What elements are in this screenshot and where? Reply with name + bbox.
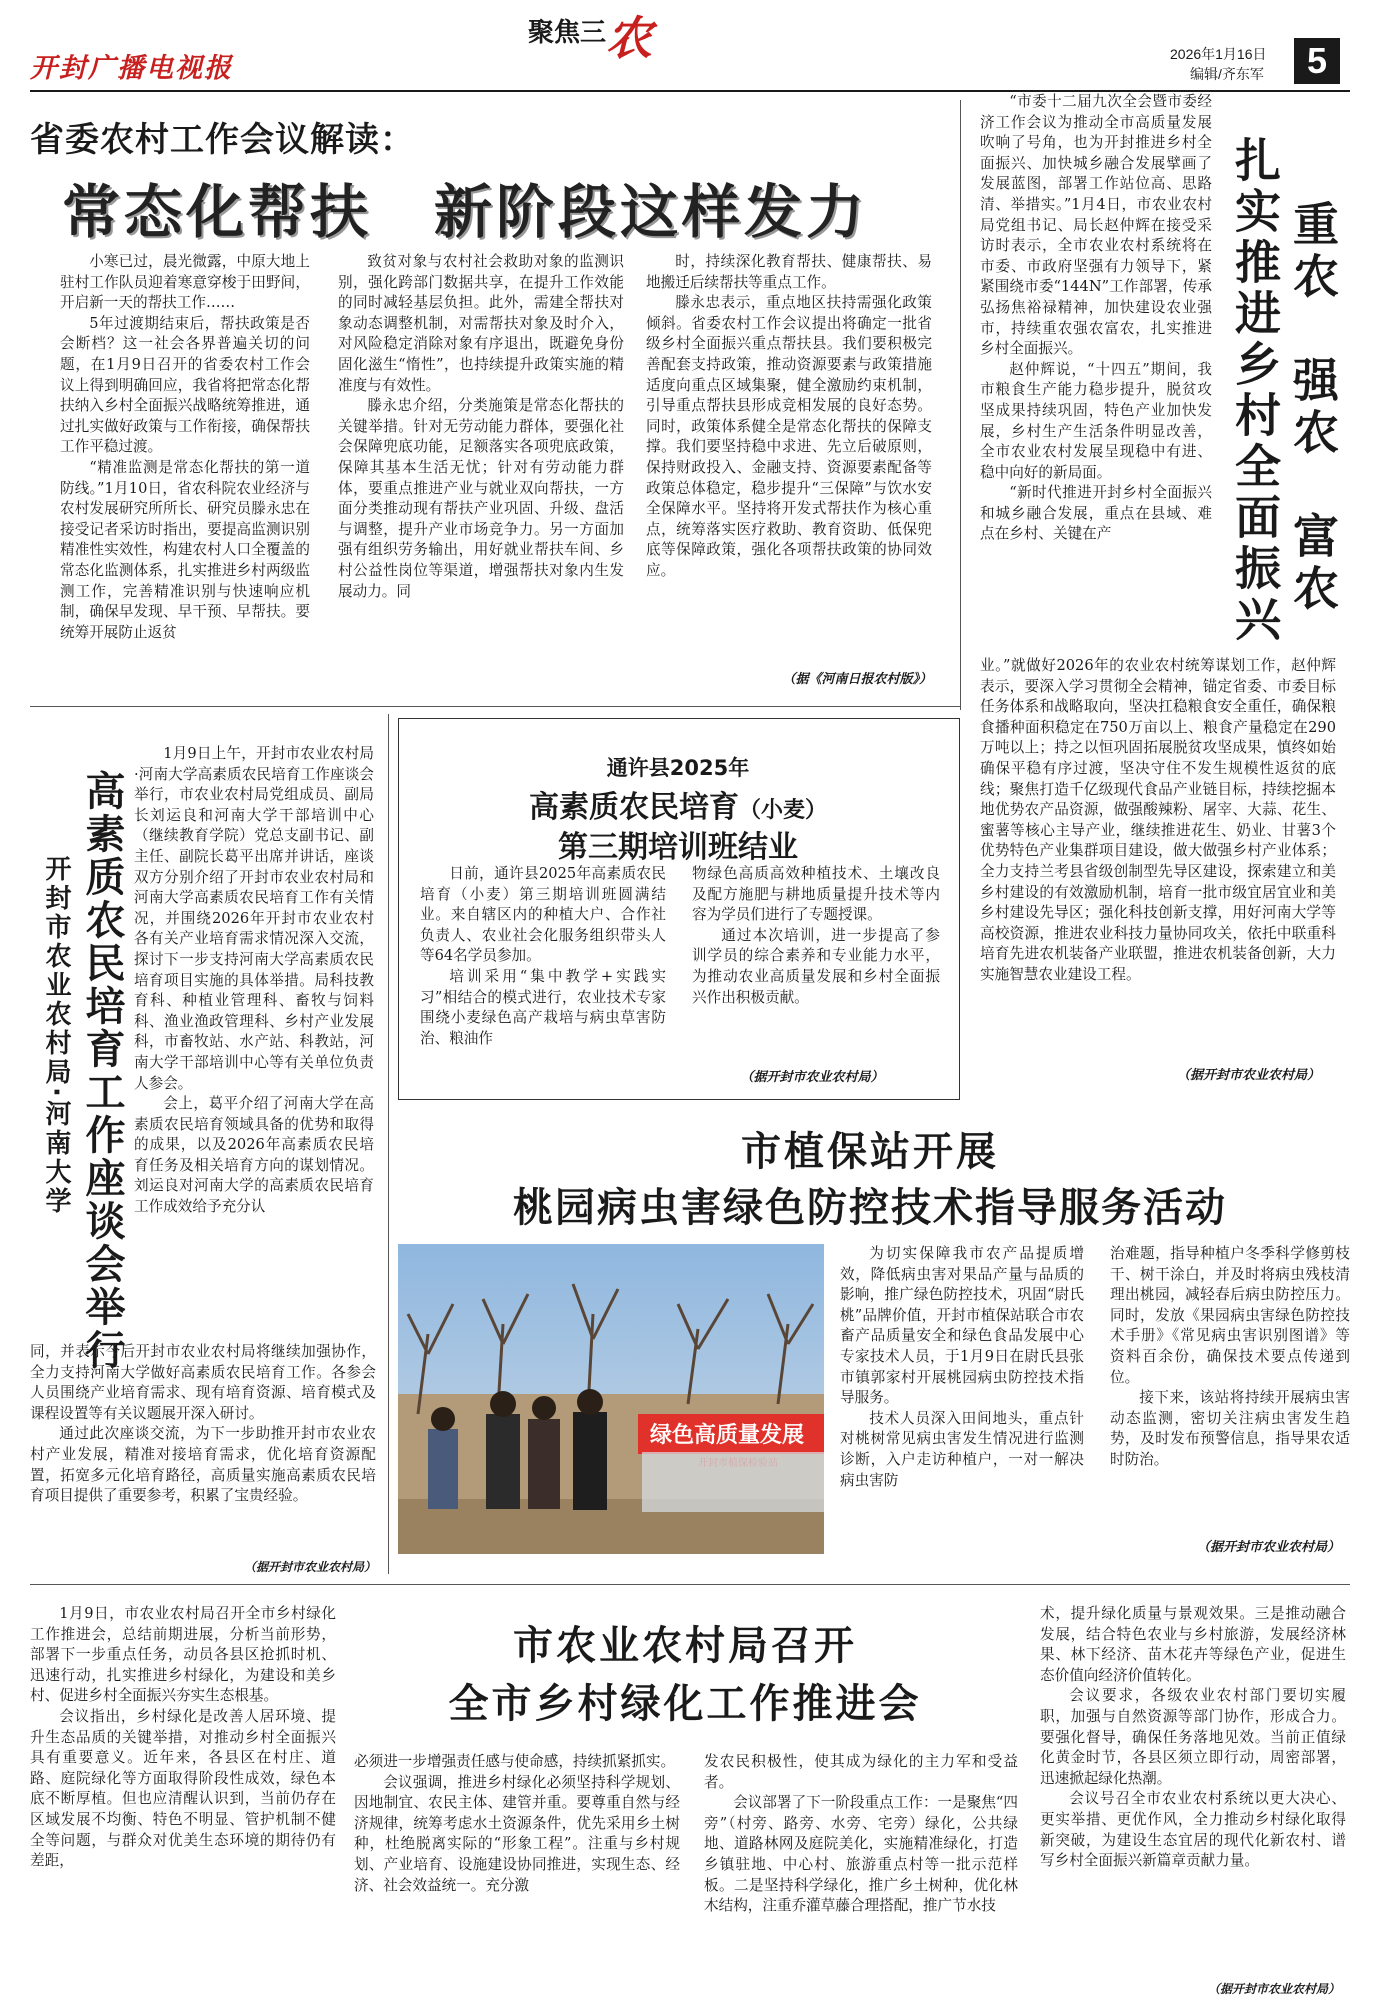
article6-para: 会议强调，推进乡村绿化必须坚持科学规划、因地制宜、农民主体、建管并重。要尊重自然与经济规律，统筹考虑水土资源条件，优先采用乡土树种，杜绝脱离实际的“形象工程”。注重与乡村规划、产业培育、设施建设协同推进，实现生态、经济、社会效益统一。充分激: [354, 1773, 680, 1894]
article1-kicker: 省委农村工作会议解读：: [30, 120, 415, 160]
article6-headline-line2: 全市乡村绿化工作推进会: [448, 1680, 922, 1727]
article2-para: 赵仲辉说，“十四五”期间，我市粮食生产能力稳步提升，脱贫攻坚成果持续巩固，特色产业加快发展，乡村生产生活条件明显改善，全市农业农村发展呈现稳中有进、稳中向好的新局面。: [980, 360, 1212, 481]
editor-credit: 编辑/齐东军: [1190, 66, 1264, 82]
article2-source: （据开封市农业农村局）: [1176, 1068, 1320, 1083]
article5-headline-line2: 桃园病虫害绿色防控技术指导服务活动: [513, 1184, 1227, 1231]
article5-col1: [840, 1244, 1084, 1564]
orchard-photo-image: [398, 1244, 824, 1554]
article4-kicker: 通许县2025年: [606, 756, 750, 780]
article3-source: （据开封市农业农村局）: [243, 1560, 376, 1574]
page-number: 5: [1294, 38, 1340, 84]
article5-para: 接下来，该站将持续开展病虫害动态监测，密切关注病虫害发生趋势，及时发布预警信息，指导果农适时防治。: [1110, 1389, 1350, 1468]
article2-col-wide: 业。”就做好2026年的农业农村统筹谋划工作，赵仲辉表示，要深入学习贯彻全会精神，锚定省委、市委目标任务体系和战略取向，坚决扛稳粮食安全重任，确保粮食播种面积稳定在750万亩以上、粮食产量稳定在290万吨以上；持之以恒巩固拓展脱贫攻坚成果，慎终如始确保平稳有序过渡，坚决守住不发生规模性返贫的底线；聚焦打造千亿级现代食品产业链目标，持续挖掘本地优势农产品资源，做强酸辣粉、屠宰、大蒜、花生、蜜薯等核心主导产业，继续推进花生、奶业、甘薯3个优势特色产业集群项目建设，做大做强乡村产业体系；全力支持兰考县省级创制型先导区建设，探索建立和美乡村建设的有效激励机制，培育一批市级宜居宜业和美乡村建设先导区；强化科技创新支撑，用好河南大学等高校资源，推进农业科技力量协同攻关，依托中联重科培育先进农机装备产业联盟，推进农机装备创新，大力实施智慧农业建设工程。: [980, 657, 1336, 983]
article1-para: 小寒已过，晨光微露，中原大地上驻村工作队员迎着寒意穿梭于田野间，开启新一天的帮扶工作……: [60, 253, 310, 312]
article1-col1: [60, 252, 310, 692]
article5-source: （据开封市农业农村局）: [1196, 1540, 1340, 1555]
article3-para: 会上，葛平介绍了河南大学在高素质农民培育领域具备的优势和取得的成果，以及2026年高素质农民培育任务及相关培育方向的谋划情况。刘运良对河南大学的高素质农民培育工作成效给予充分认: [134, 1095, 374, 1216]
article3-col-narrow: [134, 744, 374, 1344]
article5-headline-line1: 市植保站开展: [741, 1128, 999, 1175]
article6-para: 发农民积极性，使其成为绿化的主力军和受益者。: [704, 1753, 1018, 1791]
article1-col3: [646, 252, 932, 672]
section-label-prefix: 聚焦三: [528, 18, 607, 48]
article4-col1: [420, 864, 666, 1064]
section-divider: [30, 1584, 1350, 1585]
section-divider: [30, 706, 960, 707]
article5-para: 技术人员深入田间地头，重点针对桃树常见病虫害发生情况进行监测诊断，入户走访种植户，一对一解决病虫害防: [840, 1409, 1084, 1489]
article2-headline-line1: 重农 强农 富农: [1286, 200, 1340, 616]
article4-para: 物绿色高质高效种植技术、土壤改良及配方施肥与耕地质量提升技术等内容为学员们进行了专题授课。: [692, 865, 940, 924]
paper-name-logo: 开封广播电视报: [30, 53, 233, 84]
article3-col-wide: [30, 1342, 376, 1560]
article3-subhead: 开封市农业农村局·河南大学: [41, 855, 71, 1216]
article1-para: 时，持续深化教育帮扶、健康帮扶、易地搬迁后续帮扶等重点工作。: [646, 253, 932, 291]
article4-headline-line2: 第三期培训班结业: [558, 830, 798, 865]
article1-headline: 常态化帮扶 新阶段这样发力: [62, 178, 869, 246]
article1-para: “精准监测是常态化帮扶的第一道防线。”1月10日，省农科院农业经济与农村发展研究所所长、研究员滕永忠在接受记者采访时指出，要提高监测识别精准性实效性，构建农村人口全覆盖的常态化监测体系，扎实推进乡村两级监测工作，完善精准识别与快速响应机制，确保早发现、早干预、早帮扶。要统筹开展防止返贫: [60, 458, 310, 641]
article2-para: “市委十二届九次全会暨市委经济工作会议为推动全市高质量发展吹响了号角，也为开封推进乡村全面振兴、加快城乡融合发展擘画了发展蓝图，部署工作站位高、思路清、举措实。”1月4日，市农业农村局党组书记、局长赵仲辉在接受采访时表示，全市农业农村系统将在市委、市政府坚强有力领导下，紧紧围绕市委“144N”工作部署，传承弘扬焦裕禄精神，加快建设农业强市，持续重农强农富农，扎实推进乡村全面振兴。: [980, 93, 1212, 358]
article5-para: 为切实保障我市农产品提质增效，降低病虫害对果品产量与品质的影响，推广绿色防控技术，巩固“尉氏桃”品牌价值，开封市植保站联合市农畜产品质量安全和绿色食品发展中心专家技术人员，于1月9日在尉氏县张市镇郭家村开展桃园病虫防控技术指导服务。: [840, 1245, 1084, 1407]
article1-col2: [338, 252, 624, 692]
article6-headline-line1: 市农业农村局召开: [513, 1622, 857, 1669]
article4-para: 日前，通许县2025年高素质农民培育（小麦）第三期培训班圆满结业。来自辖区内的种植大户、合作社负责人、农业社会化服务组织带头人等64名学员参加。: [420, 865, 666, 965]
article1-para: 致贫对象与农村社会救助对象的监测识别，强化跨部门数据共享，在提升工作效能的同时减轻基层负担。此外，需建全帮扶对象动态调整机制，对需帮扶对象及时介入，对风险稳定消除对象有序退出，既避免身份固化滋生“惰性”，也持续提升政策实施的精准度与有效性。: [338, 253, 624, 394]
article4-headline-main: 高素质农民培育: [528, 790, 739, 825]
article2-col-narrow: [980, 92, 1212, 652]
article6-col1: [30, 1604, 336, 1994]
banner-text: 绿色高质量发展: [650, 1423, 805, 1448]
article6-source: （据开封市农业农村局）: [1207, 1982, 1340, 1996]
article6-para: 会议要求，各级农业农村部门要切实履职，加强与自然资源等部门协作，形成合力。要强化督导，确保任务落地见效。当前正值绿化黄金时节，各县区须立即行动，周密部署，迅速掀起绿化热潮。: [1040, 1687, 1346, 1787]
article6-para: 会议指出，乡村绿化是改善人居环境、提升生态品质的关键举措，对推动乡村全面振兴具有重要意义。近年来，各县区在村庄、道路、庭院绿化等方面取得阶段性成效，绿色本底不断厚植。但也应清醒认识到，当前仍存在区域发展不均衡、特色不明显、管护机制不健全等问题，与群众对优美生态环境的期待仍有差距，: [30, 1707, 336, 1870]
article2-para: “新时代推进开封乡村全面振兴和城乡融合发展，重点在县域、难点在乡村、关键在产: [980, 484, 1212, 543]
masthead: [0, 0, 1380, 92]
article4-headline-small: （小麦）: [738, 797, 827, 823]
article6-para: 必须进一步增强责任感与使命感，持续抓紧抓实。: [354, 1753, 676, 1770]
article5-col2: [1110, 1244, 1350, 1524]
section-label-char: 农: [606, 11, 653, 65]
article1-para: 滕永忠介绍，分类施策是常态化帮扶的关键举措。针对无劳动能力群体，要强化社会保障兜底功能，足额落实各项兜底政策，保障其基本生活无忧；针对有劳动能力群体，要重点推进产业与就业双向帮扶，一方面分类推动现有帮扶产业巩固、升级、盘活与调整，提升产业市场竞争力。另一方面加强有组织劳务输出，用好就业帮扶车间、乡村公益性岗位等渠道，增强帮扶对象内生发展动力。同: [338, 397, 624, 600]
column-divider: [388, 714, 389, 1574]
article4-source: （据开封市农业农村局）: [740, 1070, 884, 1085]
article4-col2: [692, 864, 940, 1064]
article6-col3: [704, 1752, 1018, 1992]
article5-para: 治难题，指导种植户冬季科学修剪枝干、树干涂白，并及时将病虫残枝清理出桃园，减轻春后病虫防控压力。同时，发放《果园病虫害绿色防控技术手册》《常见病虫害识别图谱》等资料百余份，确保技术要点传递到位。: [1110, 1245, 1350, 1386]
article3-para: 同，并表示今后开封市农业农村局将继续加强协作，全力支持河南大学做好高素质农民培育工作。各参会人员围绕产业培育需求、现有培育资源、培育模式及课程设置等有关议题展开深入研讨。: [30, 1343, 376, 1422]
article6-col4: [1040, 1604, 1346, 1974]
column-divider: [960, 100, 961, 710]
article3-para: 通过此次座谈交流，为下一步助推开封市农业农村产业发展，精准对接培育需求，优化培育资源配置，拓宽多元化培育路径，高质量实施高素质农民培育项目提供了重要参考，积累了宝贵经验。: [30, 1425, 376, 1505]
article6-col2: [354, 1752, 680, 1992]
orchard-photo: [398, 1244, 824, 1554]
article6-para: 会议号召全市农业农村系统以更大决心、更实举措、更优作风，全力推动乡村绿化取得新突破，为建设生态宜居的现代化新农村、谱写乡村全面振兴新篇章贡献力量。: [1040, 1790, 1346, 1870]
article4-para: 通过本次培训，进一步提高了参训学员的综合素养和专业能力水平，为推动农业高质量发展和乡村全面振兴作出积极贡献。: [692, 926, 940, 1006]
article6-para: 术，提升绿化质量与景观效果。三是推动融合发展，结合特色农业与乡村旅游，发展经济林果、林下经济、苗木花卉等绿色产业，促进生态价值向经济价值转化。: [1040, 1605, 1346, 1684]
article4-headline: [400, 782, 956, 826]
article2-headline-line2: 扎实推进乡村全面振兴: [1228, 136, 1282, 646]
article1-para: 滕永忠表示，重点地区扶持需强化政策倾斜。省委农村工作会议提出将确定一批省级乡村全面振兴重点帮扶县。我们要积极完善配套支持政策，推动资源要素与政策措施适度向重点区域集聚，健全激励约束机制，引导重点帮扶县形成竞相发展的良好态势。同时，政策体系健全是常态化帮扶的保障支撑。我们要坚持稳中求进、先立后破原则，保持财政投入、金融支持、资源要素配备等政策总体稳定，稳步提升“三保障”与饮水安全保障水平。坚持将开发式帮扶作为核心重点，统筹落实医疗救助、教育资助、低保兜底等保障政策，强化各项帮扶政策的协同效应。: [646, 294, 932, 579]
article1-para: 5年过渡期结束后，帮扶政策是否会断档？这一社会各界普遍关切的问题，在1月9日召开的省委农村工作会议上得到明确回应，我省将把常态化帮扶纳入乡村全面振兴战略统筹推进，通过扎实做好政策与工作衔接，确保帮扶工作平稳过渡。: [60, 314, 310, 456]
article3-headline: 高素质农民培育工作座谈会举行: [79, 770, 125, 1372]
article1-source: （据《河南日报农村版》）: [782, 672, 932, 687]
article3-para: 1月9日上午，开封市农业农村局·河南大学高素质农民培育工作座谈会举行，市农业农村局党组成员、副局长刘运良和河南大学干部培训中心（继续教育学院）党总支副书记、副主任、副院长葛平出席并讲话，座谈双方分别介绍了开封市农业农村局和河南大学高素质农民培育工作有关情况，并围绕2026年开封市农业农村各有关产业培育需求情况深入交流，探讨下一步支持河南大学高素质农民培育项目实施的具体举措。局科技教育科、种植业管理科、畜牧与饲料科、渔业渔政管理科、乡村产业发展科，市畜牧站、水产站、科教站，河南大学干部培训中心等有关单位负责人参会。: [134, 745, 374, 1092]
section-label: [528, 2, 653, 65]
article6-para: 1月9日，市农业农村局召开全市乡村绿化工作推进会，总结前期进展，分析当前形势，部署下一步重点任务，动员各县区抢抓时机、迅速行动，扎实推进乡村绿化，为建设和美乡村、促进乡村全面振兴夯实生态根基。: [30, 1605, 336, 1705]
article6-para: 会议部署了下一阶段重点工作：一是聚焦“四旁”（村旁、路旁、水旁、宅旁）绿化，公共绿地、道路林网及庭院美化，实施精准绿化，打造乡镇驻地、中心村、旅游重点村等一批示范样板。二是坚持科学绿化，推广乡土树种，优化林木结构，注重乔灌草藤合理搭配，推广节水技: [704, 1794, 1018, 1915]
article4-para: 培训采用“集中教学+实践实习”相结合的模式进行，农业技术专家围绕小麦绿色高产栽培与病虫草害防治、粮油作: [420, 967, 666, 1047]
issue-date: 2026年1月16日: [1170, 46, 1267, 62]
